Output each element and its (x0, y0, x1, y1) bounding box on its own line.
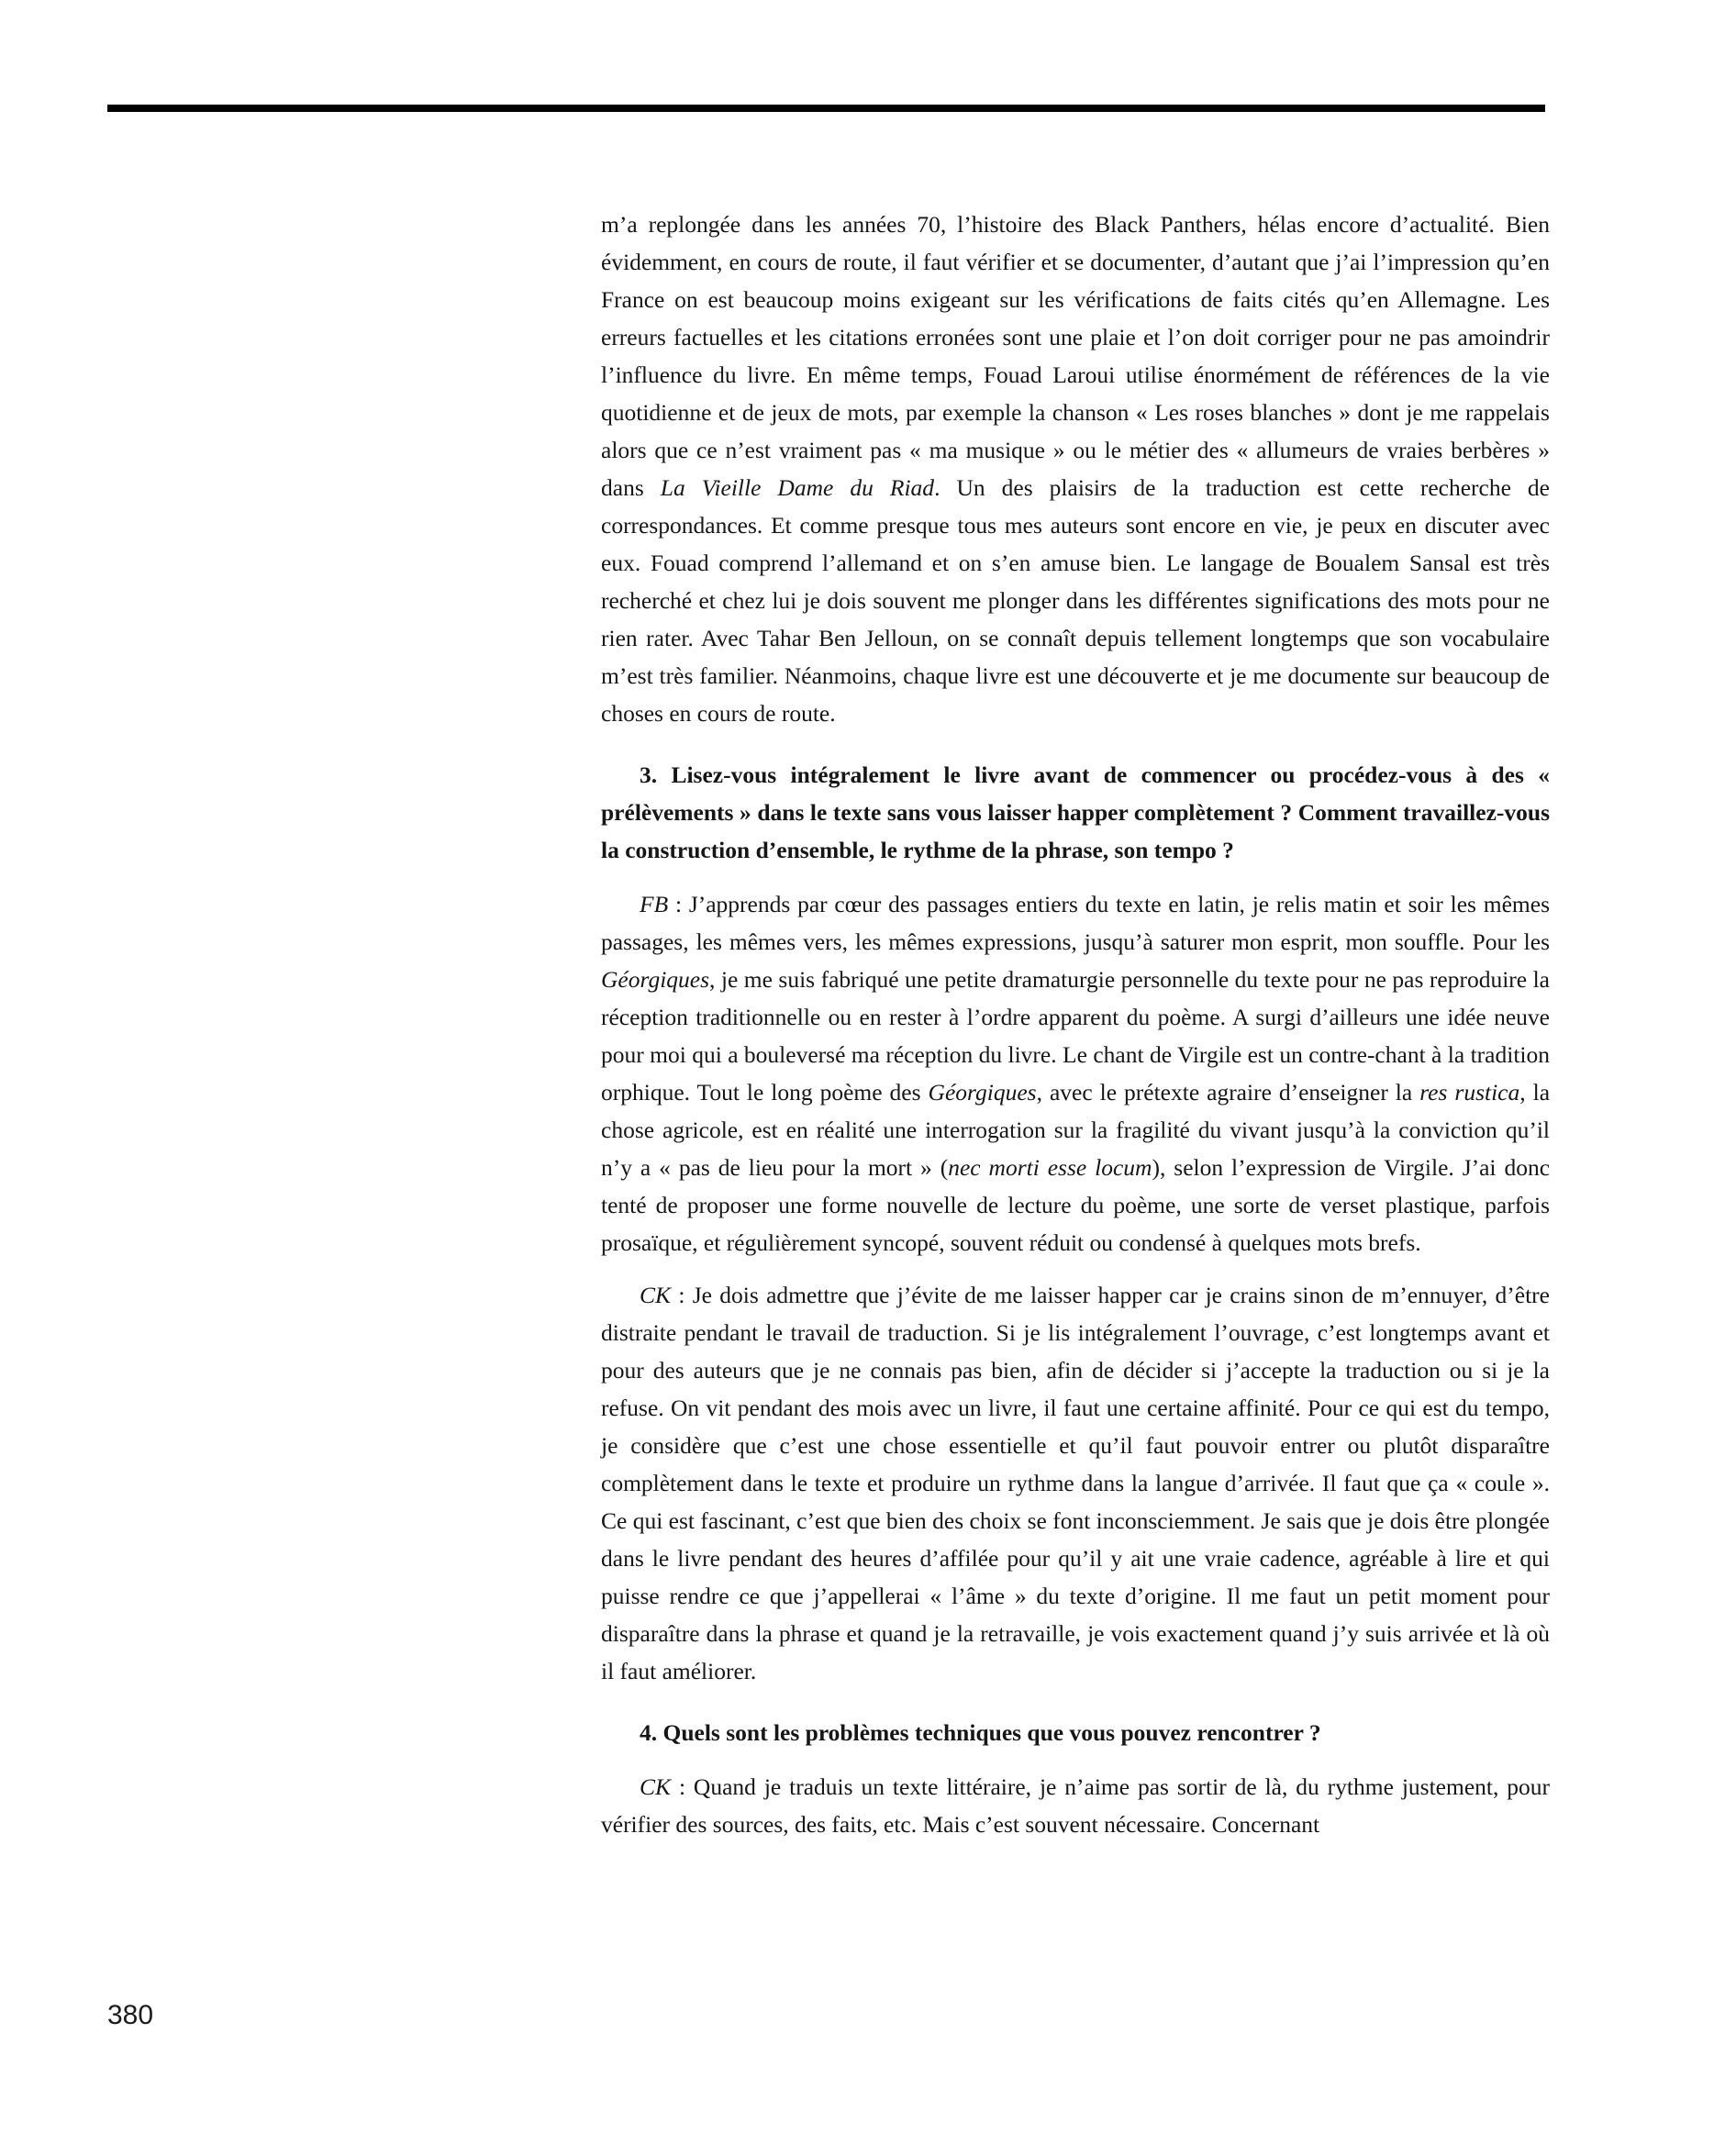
page-number: 380 (107, 2000, 154, 2030)
question-4-heading: 4. Quels sont les problèmes techniques que vous pouvez rencontrer ? (640, 1719, 1321, 1746)
paragraph-continuation: m’a replongée dans les années 70, l’histoire des Black Panthers, hélas encore d’actualité. Bien évidemment, en cours de route, il faut vérifier et se documenter, d’autant que j’ai l’impression qu’en France on est beaucoup moins exigeant sur les vérifications de faits cités qu’en Allemagne. Les erreurs factuelles et les citations erronées sont une plaie et l’on doit corriger pour ne pas amoindrir l’influence du livre. En même temps, Fouad Laroui utilise énormément de références de la vie quotidienne et de jeux de mots, par exemple la chanson « Les roses blanches » dont je me rappelais alors que ce n’est vraiment pas « ma musique » ou le métier des « allumeurs de vraies berbères » dans La Vieille Dame du Riad. Un des plaisirs de la traduction est cette recherche de correspondances. Et comme presque tous mes auteurs sont encore en vie, je peux en discuter avec eux. Fouad comprend l’allemand et on s’en amuse bien. Le langage de Boualem Sansal est très recherché et chez lui je dois souvent me plonger dans les différentes significations des mots pour ne rien rater. Avec Tahar Ben Jelloun, on se connaît depuis tellement longtemps que son vocabulaire m’est très familier. Néanmoins, chaque livre est une découverte et je me documente sur beaucoup de choses en cours de route. (601, 211, 1551, 727)
paragraph-fb-answer: FB : J’apprends par cœur des passages entiers du texte en latin, je relis matin et soir les mêmes passages, les mêmes vers, les mêmes expressions, jusqu’à saturer mon esprit, mon souffle. Pour les Géorgiques, je me suis fabriqué une petite dramaturgie personnelle du texte pour ne pas reproduire la réception traditionnelle ou en rester à l’ordre apparent du poème. A surgi d’ailleurs une idée neuve pour moi qui a bouleversé ma réception du livre. Le chant de Virgile est un contre-chant à la tradition orphique. Tout le long poème des Géorgiques, avec le prétexte agraire d’enseigner la res rustica, la chose agricole, est en réalité une interrogation sur la fragilité du vivant jusqu’à la conviction qu’il n’y a « pas de lieu pour la mort » (nec morti esse locum), selon l’expression de Virgile. J’ai donc tenté de proposer une forme nouvelle de lecture du poème, une sorte de verset plastique, parfois prosaïque, et régulièrement syncopé, souvent réduit ou condensé à quelques mots brefs. (601, 891, 1551, 1256)
top-rule (107, 105, 1545, 112)
paragraph-ck-answer-2: CK : Quand je traduis un texte littéraire, je n’aime pas sortir de là, du rythme justement, pour vérifier des sources, des faits, etc. Mais c’est souvent nécessaire. Concernant (601, 1773, 1550, 1838)
paragraph-ck-answer: CK : Je dois admettre que j’évite de me laisser happer car je crains sinon de m’ennuyer, d’être distraite pendant le travail de traduction. Si je lis intégralement l’ouvrage, c’est longtemps avant et pour des auteurs que je ne connais pas bien, afin de décider si j’accepte la traduction ou si je la refuse. On vit pendant des mois avec un livre, il faut une certaine affinité. Pour ce qui est du tempo, je considère que c’est une chose essentielle et qu’il faut pouvoir entrer ou plutôt disparaître complètement dans le texte et produire un rythme dans la langue d’arrivée. Il faut que ça « coule ». Ce qui est fascinant, c’est que bien des choix se font inconsciemment. Je sais que je dois être plongée dans le livre pendant des heures d’affilée pour qu’il y ait une vraie cadence, agréable à lire et qui puisse rendre ce que j’appellerai « l’âme » du texte d’origine. Il me faut un petit moment pour disparaître dans la phrase et quand je la retravaille, je vois exactement quand j’y suis arrivée et là où il faut améliorer. (601, 1282, 1550, 1684)
question-3-heading: 3. Lisez-vous intégralement le livre avant de commencer ou procédez-vous à des « prélèvements » dans le texte sans vous laisser happer complètement ? Comment travaillez-vous la construction d’ensemble, le rythme de la phrase, son tempo ? (601, 761, 1550, 863)
text-column (601, 206, 1550, 1858)
